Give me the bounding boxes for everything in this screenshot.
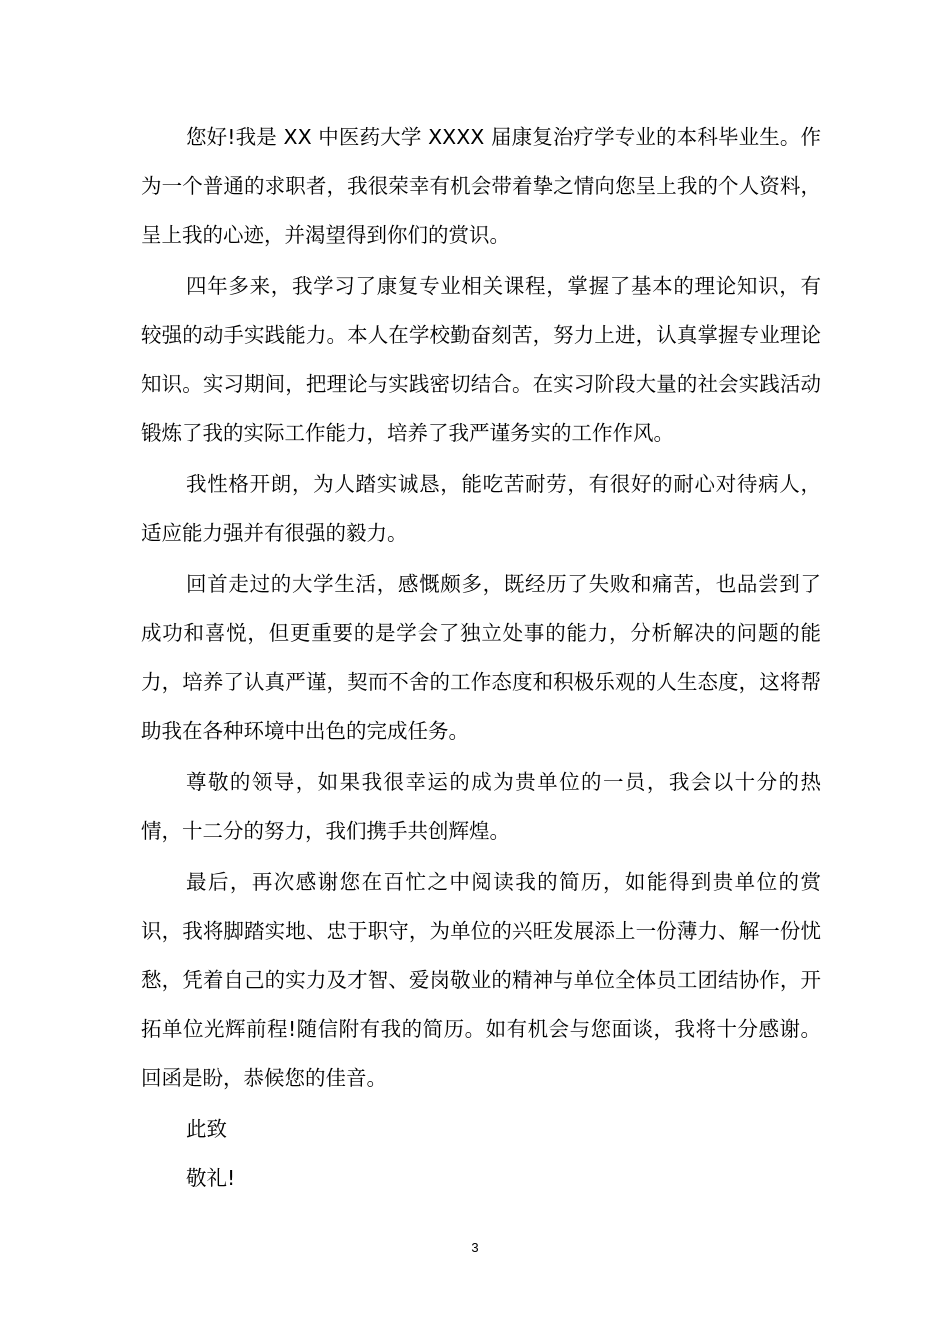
paragraph-final: 最后，再次感谢您在百忙之中阅读我的简历，如能得到贵单位的赏识，我将脚踏实地、忠于职守，为单位的兴旺发展添上一份薄力、解一份忧愁，凭着自己的实力及才智、爱岗敬业的精神与单位全体员工团结协作，开拓单位光辉前程!随信附有我的简历。如有机会与您面谈，我将十分感谢。回函是盼，恭候您的佳音。: [141, 870, 821, 1090]
paragraph-greeting: 您好!我是 XX 中医药大学 XXXX 届康复治疗学专业的本科毕业生。作为一个普通的求职者，我很荣幸有机会带着挚之情向您呈上我的个人资料，呈上我的心迹，并渴望得到你们的赏识。: [141, 125, 821, 247]
letter-body: [141, 113, 821, 1203]
paragraph-personality: 我性格开朗，为人踏实诚恳，能吃苦耐劳，有很好的耐心对待病人，适应能力强并有很强的毅力。: [141, 472, 821, 545]
page-number: 3: [471, 1240, 479, 1255]
paragraph-university-life: 回首走过的大学生活，感慨颇多，既经历了失败和痛苦，也品尝到了成功和喜悦，但更重要的是学会了独立处事的能力，分析解决的问题的能力，培养了认真严谨，契而不舍的工作态度和积极乐观的人生态度，这将帮助我在各种环境中出色的完成任务。: [141, 572, 821, 743]
closing-regards: 敬礼!: [186, 1166, 236, 1190]
closing-salutation: 此致: [186, 1117, 227, 1141]
paragraph-leader: 尊敬的领导，如果我很幸运的成为贵单位的一员，我会以十分的热情，十二分的努力，我们携手共创辉煌。: [141, 770, 821, 843]
paragraph-study: 四年多来，我学习了康复专业相关课程，掌握了基本的理论知识，有较强的动手实践能力。本人在学校勤奋刻苦，努力上进，认真掌握专业理论知识。实习期间，把理论与实践密切结合。在实习阶段大量的社会实践活动锻炼了我的实际工作能力，培养了我严谨务实的工作作风。: [141, 274, 821, 445]
